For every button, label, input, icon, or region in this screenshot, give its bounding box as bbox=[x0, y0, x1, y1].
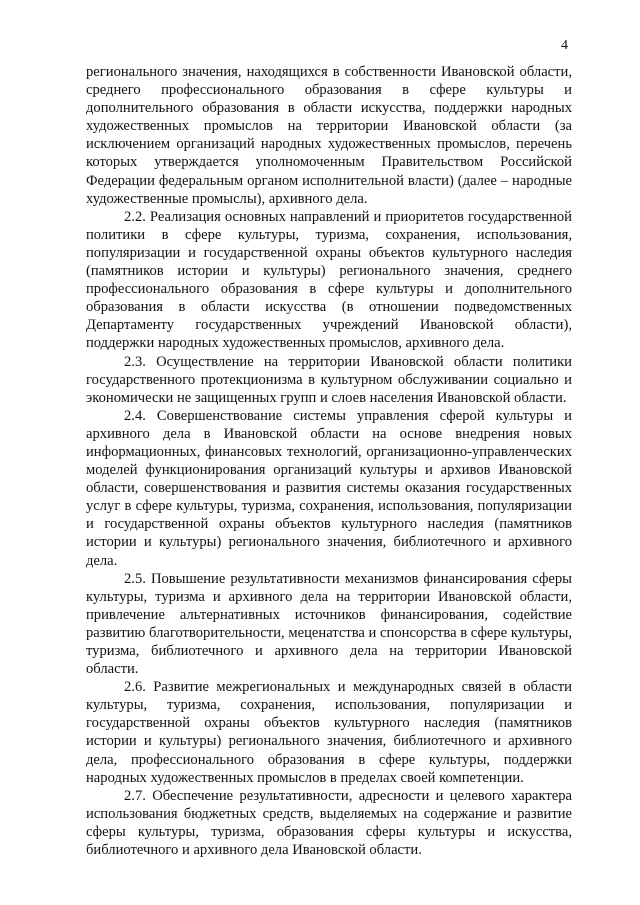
document-body bbox=[86, 63, 572, 859]
paragraph-2-7: 2.7. Обеспечение результативности, адресности и целевого характера использования бюджетных средств, выделяемых на содержание и развитие сферы культуры, туризма, образования сферы культуры и искусства, библиотечного и архивного дела Ивановской области. bbox=[86, 787, 572, 859]
paragraph-continuation: регионального значения, находящихся в собственности Ивановской области, среднего профессионального образования в сфере культуры и дополнительного образования в области искусства, поддержки народных художественных промыслов на территории Ивановской области (за исключением организаций народных художественных промыслов, перечень которых утверждается уполномоченным Правительством Российской Федерации федеральным органом исполнительной власти) (далее – народные художественные промыслы), архивного дела. bbox=[86, 64, 572, 207]
page-number: 4 bbox=[561, 38, 568, 53]
paragraph-2-5: 2.5. Повышение результативности механизмов финансирования сферы культуры, туризма и архивного дела на территории Ивановской области, привлечение альтернативных источников финансирования, содействие развитию благотворительности, меценатства и спонсорства в сфере культуры, туризма, библиотечного и архивного дела на территории Ивановской области. bbox=[86, 570, 572, 678]
paragraph-2-3: 2.3. Осуществление на территории Ивановской области политики государственного протекционизма в культурном обслуживании социально и экономически не защищенных групп и слоев населения Ивановской области. bbox=[86, 353, 572, 406]
paragraph-2-6: 2.6. Развитие межрегиональных и международных связей в области культуры, туризма, сохранения, использования, популяризации и государственной охраны объектов культурного наследия (памятников истории и культуры) регионального значения, библиотечного и архивного дела, профессионального образования в сфере культуры, поддержки народных художественных промыслов в пределах своей компетенции. bbox=[86, 679, 572, 786]
paragraph-2-2: 2.2. Реализация основных направлений и приоритетов государственной политики в сфере культуры, туризма, сохранения, использования, популяризации и государственной охраны объектов культурного наследия (памятников истории и культуры) регионального значения, среднего профессионального образования в сфере культуры и дополнительного образования в области искусства (в отношении подведомственных Департаменту государственных учреждений Ивановской области), поддержки народных художественных промыслов, архивного дела. bbox=[86, 208, 572, 352]
paragraph-2-4: 2.4. Совершенствование системы управления сферой культуры и архивного дела в Ивановской области на основе внедрения новых информационных, финансовых технологий, организационно-управленческих моделей функционирования организаций культуры и архивов Ивановской области, совершенствования и развития системы оказания государственных услуг в сфере культуры, туризма, сохранения, использования, популяризации и государственной охраны объектов культурного наследия (памятников истории и культуры) регионального значения, библиотечного и архивного дела. bbox=[86, 407, 572, 569]
